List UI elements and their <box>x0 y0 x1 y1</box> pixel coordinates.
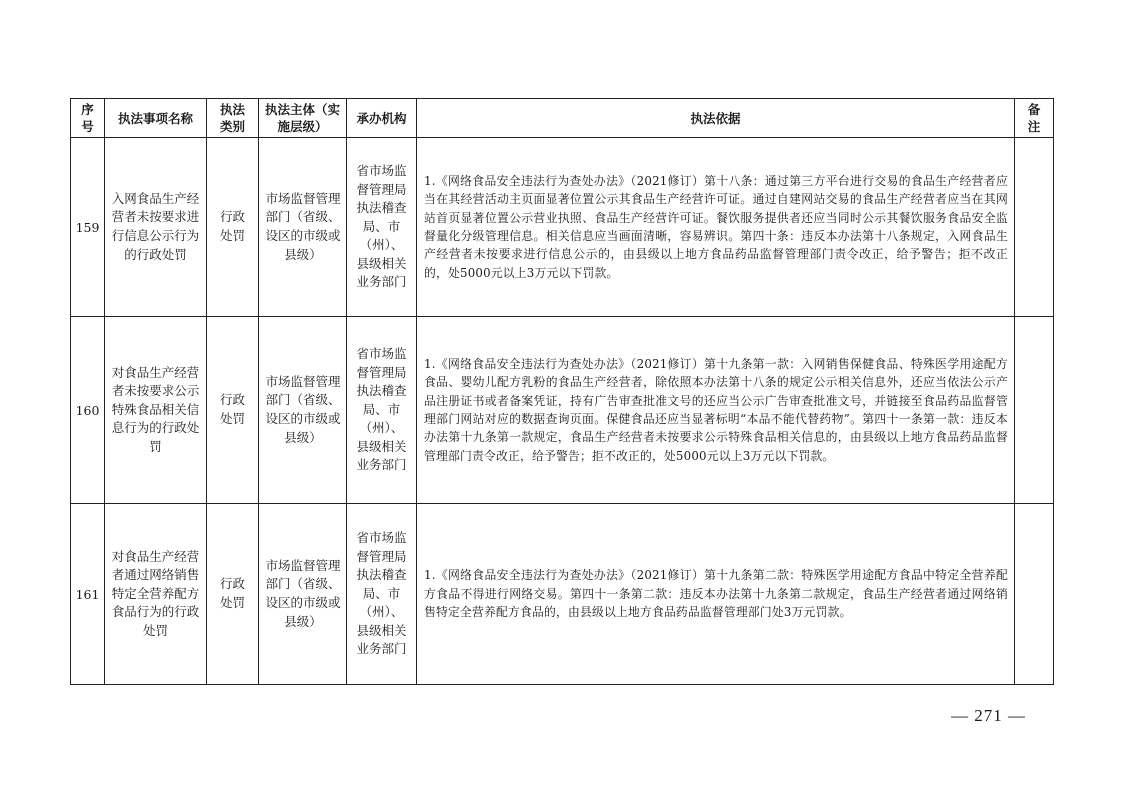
table-row <box>71 504 1054 685</box>
row-seq: 161 <box>71 504 105 685</box>
header-basis: 执法依据 <box>417 99 1015 138</box>
header-subject: 执法主体（实施层级） <box>259 99 347 138</box>
row-basis: 1.《网络食品安全违法行为查处办法》（2021修订）第十九条第一款：入网销售保健食品、特殊医学用途配方食品、婴幼儿配方乳粉的食品生产经营者，除依照本办法第十八条的规定公示相关信息外，还应当依法公示产品注册证书或者备案凭证，持有广告审查批准文号的还应当公示广告审查批准文号，并链接至食品药品监督管理部门网站对应的数据查询页面。保健食品还应当显著标明“本品不能代替药物”。第四十一条第一款：违反本办法第十九条第一款规定，食品生产经营者未按要求公示特殊食品相关信息的，由县级以上地方食品药品监督管理部门责令改正，给予警告；拒不改正的，处5000元以上3万元以下罚款。 <box>417 317 1015 504</box>
row-org: 省市场监督管理局执法稽查局、市（州）、县级相关业务部门 <box>347 504 417 685</box>
row-subject: 市场监督管理部门（省级、设区的市级或县级） <box>259 504 347 685</box>
row-subject: 市场监督管理部门（省级、设区的市级或县级） <box>259 317 347 504</box>
row-remark <box>1015 504 1054 685</box>
row-remark <box>1015 138 1054 317</box>
row-category: 行政处罚 <box>207 317 259 504</box>
row-seq: 160 <box>71 317 105 504</box>
row-category: 行政处罚 <box>207 138 259 317</box>
table-header-row <box>71 99 1054 138</box>
enforcement-table <box>70 98 1054 685</box>
header-org: 承办机构 <box>347 99 417 138</box>
row-seq: 159 <box>71 138 105 317</box>
header-item-name: 执法事项名称 <box>105 99 207 138</box>
row-basis: 1.《网络食品安全违法行为查处办法》（2021修订）第十八条：通过第三方平台进行交易的食品生产经营者应当在其经营活动主页面显著位置公示其食品生产经营许可证。通过自建网站交易的食品生产经营者应当在其网站首页显著位置公示营业执照、食品生产经营许可证。餐饮服务提供者还应当同时公示其餐饮服务食品安全监督量化分级管理信息。相关信息应当画面清晰，容易辨识。第四十条：违反本办法第十八条规定，入网食品生产经营者未按要求进行信息公示的，由县级以上地方食品药品监督管理部门责令改正，给予警告；拒不改正的，处5000元以上3万元以下罚款。 <box>417 138 1015 317</box>
row-basis: 1.《网络食品安全违法行为查处办法》（2021修订）第十九条第二款：特殊医学用途配方食品中特定全营养配方食品不得进行网络交易。第四十一条第二款：违反本办法第十九条第二款规定，食品生产经营者通过网络销售特定全营养配方食品的，由县级以上地方食品药品监督管理部门处3万元罚款。 <box>417 504 1015 685</box>
row-item-name: 入网食品生产经营者未按要求进行信息公示行为的行政处罚 <box>105 138 207 317</box>
row-item-name: 对食品生产经营者未按要求公示特殊食品相关信息行为的行政处罚 <box>105 317 207 504</box>
page-number: — 271 — <box>951 706 1026 725</box>
row-item-name: 对食品生产经营者通过网络销售特定全营养配方食品行为的行政处罚 <box>105 504 207 685</box>
table-row <box>71 317 1054 504</box>
row-category: 行政处罚 <box>207 504 259 685</box>
row-org: 省市场监督管理局执法稽查局、市（州）、县级相关业务部门 <box>347 317 417 504</box>
row-org: 省市场监督管理局执法稽查局、市（州）、县级相关业务部门 <box>347 138 417 317</box>
row-remark <box>1015 317 1054 504</box>
header-seq: 序号 <box>71 99 105 138</box>
header-remark: 备注 <box>1015 99 1054 138</box>
table-row <box>71 138 1054 317</box>
row-subject: 市场监督管理部门（省级、设区的市级或县级） <box>259 138 347 317</box>
header-category: 执法类别 <box>207 99 259 138</box>
